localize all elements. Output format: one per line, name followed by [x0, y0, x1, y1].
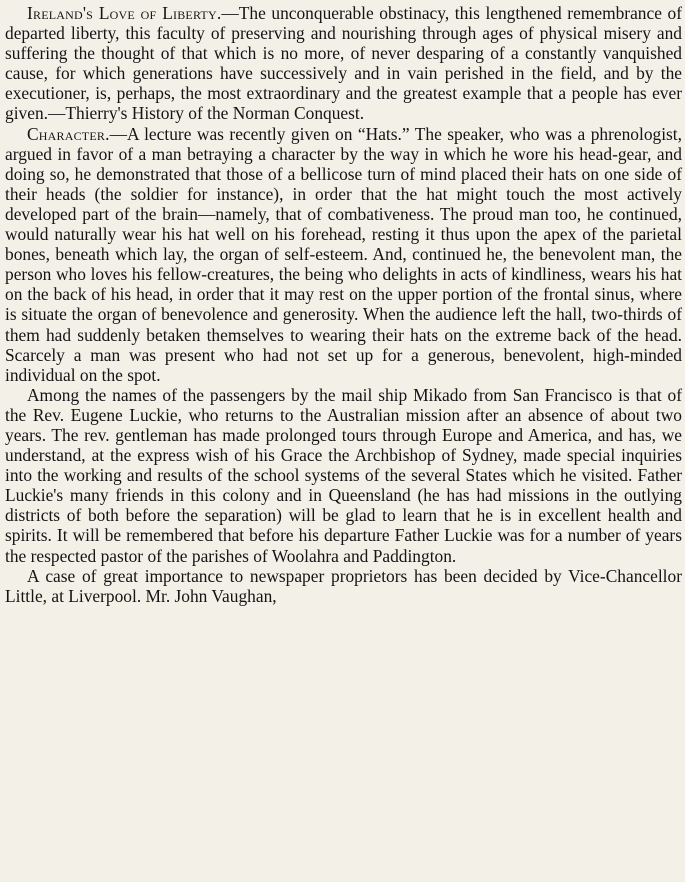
paragraph-character-hats	[5, 124, 682, 385]
paragraph-text: Among the names of the passengers by the mail ship Mikado from San Francisco is that of the Rev. Eugene Luckie, who returns to the Australian mission after an absence of about two years. The rev. gentleman has made prolonged tours through Europe and America, and has, we understand, at the express wish of his Grace the Archbishop of Sydney, made special inquiries into the working and results of the school systems of the several States which he visited. Father Luckie's many friends in this colony and in Queensland (he has had missions in the outlying districts of both before the separation) will be glad to learn that he is in excellent health and spirits. It will be remembered that before his departure Father Luckie was for a number of years the respected pastor of the parishes of Woolahra and Paddington.	[5, 384, 682, 566]
section-heading-character: Character.	[27, 123, 110, 144]
paragraph-text: —The unconquerable obstinacy, this lengthened remembrance of departed liberty, this faculty of preserving and nourishing through ages of physical misery and suffering the thought of that which is no more, of never desparing of a constantly vanquished cause, for which generations have successively and in vain perished in the field, and by the executioner, is, perhaps, the most extraordinary and the greatest example that a people has ever given.—Thierry's History of the Norman Conquest.	[5, 3, 682, 124]
paragraph-newspaper-case	[5, 566, 682, 606]
paragraph-text: A case of great importance to newspaper proprietors has been decided by Vice-Chancellor Little, at Liverpool. Mr. John Vaughan,	[5, 565, 682, 606]
paragraph-rev-eugene-luckie	[5, 385, 682, 566]
paragraph-text: —A lecture was recently given on “Hats.” The speaker, who was a phrenologist, argued in favor of a man betraying a character by the way in which he wore his head-gear, and doing so, he demonstrated that those of a bellicose turn of mind placed their hats on one side of their heads (the soldier for instance), in order that the hat might touch the most actively developed part of the brain—namely, that of combativeness. The proud man too, he continued, would naturally wear his hat well on his forehead, resting it thus upon the apex of the parietal bones, beneath which lay, the organ of self-esteem. And, continued he, the benevolent man, the person who loves his fellow-creatures, the being who delights in acts of kindliness, wears his hat on the back of his head, in order that it may rest on the upper portion of the frontal sinus, where is situate the organ of benevolence and generosity. When the audience left the hall, two-thirds of them had suddenly betaken themselves to wearing their hats on the extreme back of the head. Scarcely a man was present who had not set up for a generous, benevolent, high-minded individual on the spot.	[5, 123, 682, 385]
paragraph-ireland-love-of-liberty	[5, 3, 682, 124]
section-heading-ireland: Ireland's Love of Liberty.	[27, 3, 222, 23]
